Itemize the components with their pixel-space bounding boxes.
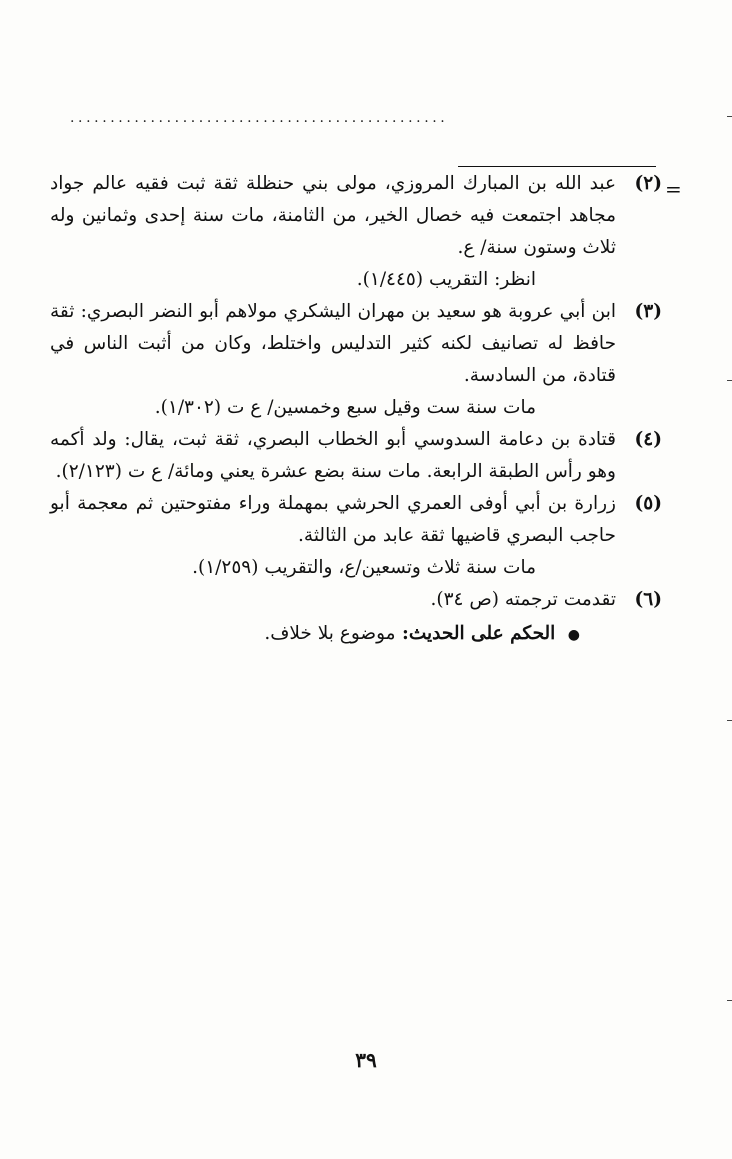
page-number: ٣٩ — [355, 1048, 377, 1072]
footnote-reference: مات سنة ثلاث وتسعين/ع، والتقريب (١/٢٥٩). — [192, 557, 536, 578]
hadith-ruling — [50, 618, 662, 651]
ruling-label: الحكم على الحديث: — [402, 623, 556, 644]
footnote-6 — [50, 584, 662, 616]
footnote-text: قتادة بن دعامة السدوسي أبو الخطاب البصري، ثقة ثبت، يقال: ولد أكمه وهو رأس الطبقة الرابعة. مات سنة بضع عشرة يعني ومائة/ ع ت (٢/١٢٣). — [50, 429, 616, 482]
footnote-text: ابن أبي عروبة هو سعيد بن مهران اليشكري مولاهم أبو النضر البصري: ثقة حافظ له تصانيف لكنه كثير التدليس واختلط، وكان من أثبت الناس في قتادة، من السادسة. — [50, 301, 616, 386]
footnote-text: عبد الله بن المبارك المروزي، مولى بني حنظلة ثقة ثبت فقيه عالم جواد مجاهد اجتمعت فيه خصال الخير، من الثامنة، مات سنة إحدى وثمانين وله ثلاث وستون سنة/ ع. — [50, 173, 616, 258]
margin-mark — [727, 1000, 732, 1001]
footnote-text: تقدمت ترجمته (ص ٣٤). — [430, 589, 616, 610]
footnotes — [50, 168, 662, 651]
footnote-number: (٥) — [634, 493, 662, 514]
footnote-reference: مات سنة ست وقيل سبع وخمسين/ ع ت (١/٣٠٢). — [154, 397, 536, 418]
dotted-separator: ............................................... — [70, 110, 449, 126]
footnote-3 — [50, 296, 662, 424]
footnote-text: زرارة بن أبي أوفى العمري الحرشي بمهملة وراء مفتوحتين ثم معجمة أبو حاجب البصري قاضيها ثقة عابد من الثالثة. — [50, 493, 616, 546]
footnote-number: (٢) — [634, 173, 662, 194]
margin-mark — [727, 380, 732, 381]
ruling-value: موضوع بلا خلاف. — [264, 623, 396, 644]
footnote-number: (٦) — [634, 589, 662, 610]
margin-mark — [727, 720, 732, 721]
footnote-number: (٣) — [634, 301, 662, 322]
margin-mark — [727, 116, 732, 117]
footnote-5 — [50, 488, 662, 584]
footnote-number: (٤) — [634, 429, 662, 450]
continuation-mark: = — [665, 177, 682, 201]
footnote-2 — [50, 168, 662, 296]
footnote-4 — [50, 424, 662, 488]
footnote-reference: انظر: التقريب (١/٤٤٥). — [356, 269, 536, 290]
footnote-rule — [458, 166, 656, 167]
bullet-icon: ● — [567, 627, 580, 643]
